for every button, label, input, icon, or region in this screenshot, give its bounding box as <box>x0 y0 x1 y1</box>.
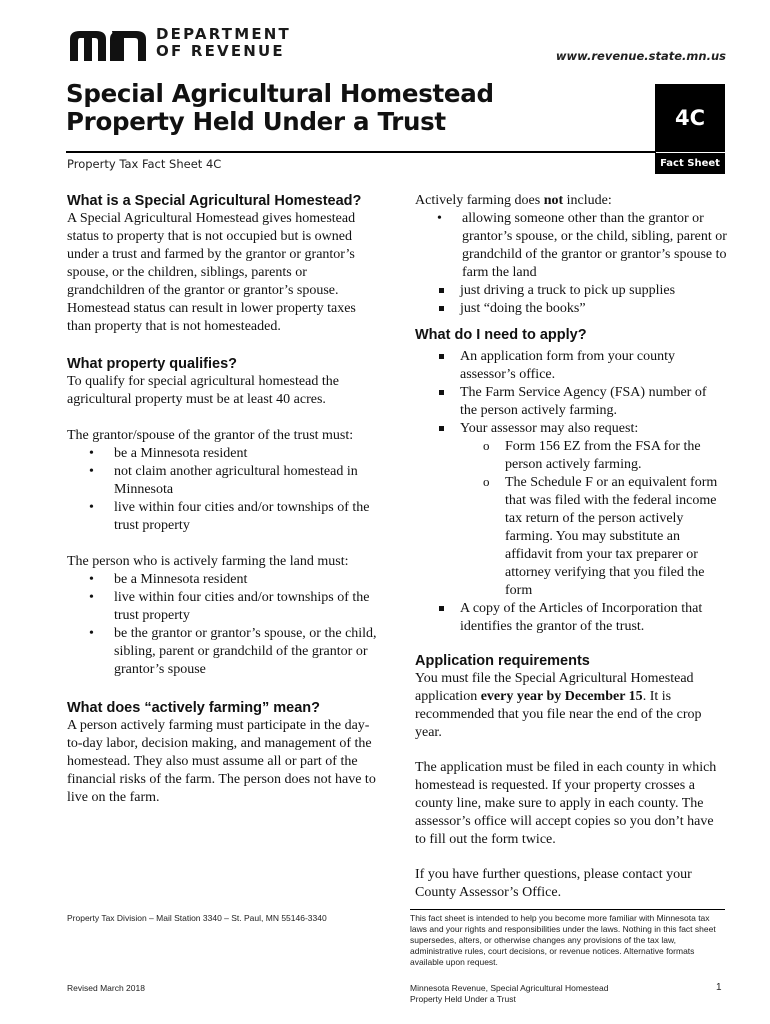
list-item: The Farm Service Agency (FSA) number of the person actively farming. <box>415 384 727 420</box>
list-item: An application form from your county assessor’s office. <box>415 348 727 384</box>
paragraph-contact: If you have further questions, please contact your County Assessor’s Office. <box>415 867 692 900</box>
list-item: o Form 156 EZ from the FSA for the person actively farming. <box>415 438 727 474</box>
apply-sublist <box>415 438 727 600</box>
not-include-intro: Actively farming does not include: <box>415 193 612 208</box>
grantor-list <box>67 445 383 535</box>
apply-list-last <box>415 600 727 636</box>
paragraph-actively-farming: A person actively farming must participate in the day-to-day labor, decision making, and management of the homestead. They also must assume all or part of the financial risks of the farm. The person does not have to live on the farm. <box>67 718 376 805</box>
paragraph-each-county: The application must be filed in each county in which homestead is requested. If your property crosses a county line, make sure to apply in each county. The assessor’s office will accept copies so you don’t have to fill out the form twice. <box>415 760 717 847</box>
grantor-intro: The grantor/spouse of the grantor of the trust must: <box>67 428 354 443</box>
fact-sheet-badge: Fact Sheet <box>655 153 725 174</box>
fact-sheet-code: 4C <box>655 84 725 152</box>
paragraph-deadline: You must file the Special Agricultural Homestead application every year by December 15. It is recommended that you file near the end of the crop year. <box>415 671 702 740</box>
list-item: • not claim another agricultural homestead in Minnesota <box>67 463 383 499</box>
list-item: just driving a truck to pick up supplies <box>415 282 727 300</box>
list-item: • allowing someone other than the grantor or grantor’s spouse, or the child, sibling, parent or grandchild of the grantor or grantor’s spouse to farm the land <box>415 210 727 282</box>
list-item: • live within four cities and/or townships of the trust property <box>67 589 383 625</box>
page-number: 1 <box>716 982 722 993</box>
heading-actively-farming: What does “actively farming” mean? <box>67 700 321 716</box>
department-name: DEPARTMENT OF REVENUE <box>156 25 291 60</box>
heading-what-is: What is a Special Agricultural Homestead? <box>67 193 362 209</box>
list-item: Your assessor may also request: <box>415 420 727 438</box>
footer-disclaimer: This fact sheet is intended to help you become more familiar with Minnesota tax laws and your rights and responsibilities under the laws. Nothing in this fact sheet supersedes, alters, or otherwise changes any provisions of the tax law, administrative rules, court decisions, or revenue notices. Alternative formats available upon request. <box>410 913 716 967</box>
heading-requirements: Application requirements <box>415 653 590 669</box>
right-column <box>415 192 727 902</box>
heading-qualifies: What property qualifies? <box>67 356 237 372</box>
list-item: • live within four cities and/or townships of the trust property <box>67 499 383 535</box>
not-include-bullets <box>415 210 727 282</box>
apply-list <box>415 348 727 438</box>
title-divider <box>66 151 656 153</box>
mn-logo <box>68 27 148 61</box>
page-title: Special Agricultural Homestead Property Held Under a Trust <box>66 79 494 136</box>
subtitle: Property Tax Fact Sheet 4C <box>67 157 222 171</box>
paragraph-qualifies: To qualify for special agricultural homestead the agricultural property must be at least 40 acres. <box>67 374 339 407</box>
footer-divider <box>410 909 725 910</box>
website-url[interactable]: www.revenue.state.mn.us <box>555 49 726 63</box>
footer-division: Property Tax Division – Mail Station 3340 – St. Paul, MN 55146-3340 <box>67 913 327 923</box>
list-item: • be a Minnesota resident <box>67 571 383 589</box>
footer-reference: Minnesota Revenue, Special Agricultural Homestead Property Held Under a Trust <box>410 983 609 1004</box>
footer-revised: Revised March 2018 <box>67 983 145 993</box>
list-item: o The Schedule F or an equivalent form that was filed with the federal income tax return of the person actively farming. You may substitute an affidavit from your tax preparer or attorney verifying that you filed the form <box>415 474 727 600</box>
list-item: A copy of the Articles of Incorporation that identifies the grantor of the trust. <box>415 600 727 636</box>
heading-apply: What do I need to apply? <box>415 327 587 343</box>
farmer-intro: The person who is actively farming the land must: <box>67 554 349 569</box>
list-item: • be a Minnesota resident <box>67 445 383 463</box>
left-column <box>67 192 383 807</box>
not-include-squares <box>415 282 727 318</box>
list-item: • be the grantor or grantor’s spouse, or the child, sibling, parent or grandchild of the grantor or grantor’s spouse <box>67 625 383 679</box>
list-item: just “doing the books” <box>415 300 727 318</box>
paragraph-what-is: A Special Agricultural Homestead gives homestead status to property that is not occupied but is owned under a trust and farmed by the grantor or grantor’s spouse, or the children, siblings, parents or grandchildren of the grantor or grantor’s spouse. Homestead status can result in lower property taxes than property that is not homesteaded. <box>67 211 356 334</box>
farmer-list <box>67 571 383 679</box>
